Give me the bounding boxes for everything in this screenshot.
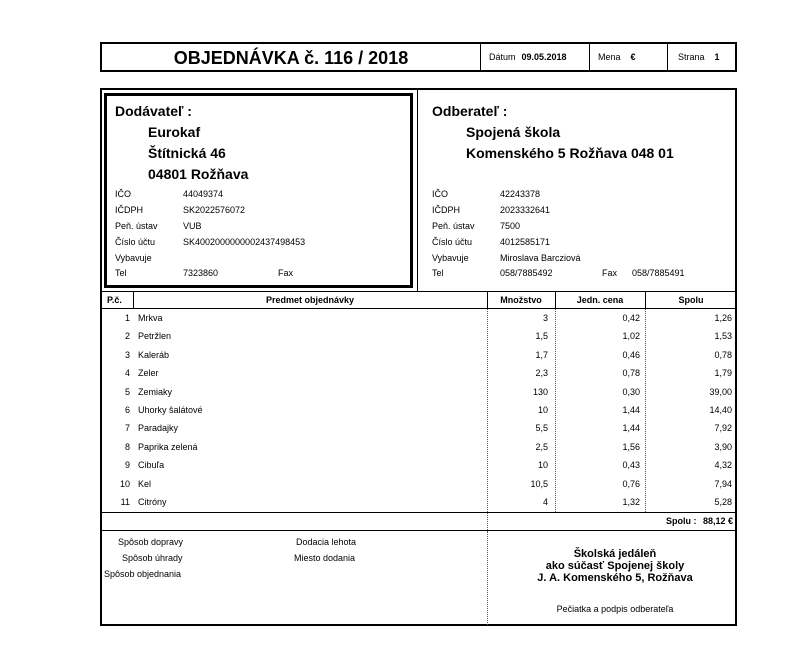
row-item: Kaleráb: [138, 349, 170, 360]
table-row: [100, 476, 737, 494]
row-number: 2: [124, 331, 130, 342]
row-unit-price: 0,76: [622, 478, 640, 489]
table-body: [100, 310, 737, 513]
row-number: 4: [124, 368, 130, 379]
footer-divider: [487, 531, 488, 625]
row-item: Paradajky: [138, 423, 179, 434]
row-quantity: 10: [537, 460, 548, 471]
row-total: 7,92: [714, 423, 732, 434]
row-number: 5: [124, 386, 130, 397]
table-row: [100, 402, 737, 420]
sum-label: Spolu :: [665, 516, 697, 526]
col-header-number: P.č.: [107, 295, 122, 305]
row-quantity: 1,5: [535, 331, 548, 342]
supplier-street: Štítnická 46: [148, 145, 226, 161]
row-quantity: 2,5: [535, 441, 548, 452]
customer-bank: 7500: [500, 221, 521, 231]
table-header-rule: [100, 308, 737, 309]
row-number: 9: [124, 460, 130, 471]
table-row: [100, 384, 737, 402]
sum-value: 88,12 €: [702, 516, 733, 526]
payment-label: Spôsob úhrady: [122, 553, 183, 563]
row-total: 1,26: [714, 313, 732, 323]
customer-address: Komenského 5 Rožňava 048 01: [466, 145, 674, 161]
row-unit-price: 0,30: [622, 386, 640, 397]
row-number: 11: [120, 497, 130, 507]
page-cell: [667, 44, 736, 70]
customer-handler: Miroslava Barcziová: [500, 253, 581, 263]
customer-handler-label: Vybavuje: [432, 253, 469, 263]
delivery-term-label: Dodacia lehota: [296, 537, 357, 547]
supplier-ico: 44049374: [183, 189, 224, 199]
table-row: [100, 328, 737, 346]
supplier-city: 04801 Rožňava: [148, 166, 249, 182]
customer-heading: Odberateľ :: [432, 103, 508, 119]
table-row: [100, 310, 737, 328]
row-total: 5,28: [714, 497, 732, 507]
customer-bank-label: Peň. ústav: [432, 221, 475, 231]
row-total: 0,78: [714, 349, 732, 360]
table-top-rule: [100, 291, 737, 292]
signature-label: Pečiatka a podpis odberateľa: [556, 604, 674, 614]
supplier-bank-label: Peň. ústav: [115, 221, 158, 231]
row-quantity: 2,3: [535, 368, 548, 379]
row-unit-price: 1,44: [622, 423, 640, 434]
row-unit-price: 1,56: [622, 441, 640, 452]
row-quantity: 1,7: [535, 349, 548, 360]
row-number: 7: [124, 423, 130, 434]
row-quantity: 130: [532, 386, 548, 397]
row-total: 39,00: [709, 386, 732, 397]
supplier-tel: 7323860: [183, 268, 219, 278]
supplier-account-label: Číslo účtu: [115, 237, 156, 247]
row-total: 4,32: [714, 460, 732, 471]
customer-tel-label: Tel: [432, 268, 444, 278]
currency-label: Mena: [598, 52, 621, 62]
row-item: Petržlen: [138, 331, 172, 342]
row-number: 3: [124, 349, 130, 360]
row-unit-price: 0,43: [622, 460, 640, 471]
stamp-line-1: Školská jedáleň: [573, 548, 657, 560]
stamp-line-2: ako súčasť Spojenej školy: [545, 560, 685, 572]
row-total: 14,40: [709, 405, 732, 415]
row-unit-price: 0,78: [622, 368, 640, 379]
currency-value: €: [630, 52, 636, 62]
date-cell: [480, 44, 590, 70]
customer-fax-label: Fax: [602, 268, 618, 278]
col-header-unit-price: Jedn. cena: [576, 295, 624, 305]
table-row: [100, 347, 737, 365]
supplier-heading: Dodávateľ :: [115, 103, 192, 119]
supplier-icdph-label: IČDPH: [115, 205, 144, 215]
customer-account-label: Číslo účtu: [432, 237, 473, 247]
row-quantity: 10: [537, 405, 548, 415]
row-item: Citróny: [138, 497, 167, 507]
order-title: OBJEDNÁVKA č. 116 / 2018: [173, 48, 409, 68]
order-sum: [560, 516, 733, 526]
col-header-quantity: Množstvo: [500, 295, 542, 305]
transport-label: Spôsob dopravy: [118, 537, 184, 547]
row-number: 6: [124, 405, 130, 415]
page-value: 1: [714, 52, 720, 62]
sum-sep: [487, 513, 488, 530]
customer-icdph: 2023332641: [500, 205, 551, 215]
col-header-total: Spolu: [678, 295, 704, 305]
supplier-account: SK4002000000002437498453: [183, 237, 306, 247]
table-row: [100, 494, 737, 512]
customer-stamp: [500, 548, 730, 584]
stamp-line-3: J. A. Komenského 5, Rožňava: [537, 572, 693, 584]
row-total: 1,53: [714, 331, 732, 342]
customer-name: Spojená škola: [466, 124, 561, 140]
row-unit-price: 1,32: [622, 497, 640, 507]
delivery-place-label: Miesto dodania: [294, 553, 356, 563]
supplier-bank: VUB: [183, 221, 202, 231]
row-unit-price: 0,46: [622, 349, 640, 360]
customer-tel: 058/7885492: [500, 268, 553, 278]
row-item: Uhorky šalátové: [138, 405, 203, 415]
customer-icdph-label: IČDPH: [432, 205, 461, 215]
row-total: 3,90: [714, 441, 732, 452]
row-total: 1,79: [714, 368, 732, 379]
table-row: [100, 420, 737, 438]
supplier-ico-label: IČO: [115, 189, 132, 199]
date-value: 09.05.2018: [521, 52, 567, 62]
row-unit-price: 1,44: [622, 405, 640, 415]
order-header: [100, 42, 737, 72]
supplier-icdph: SK2022576072: [183, 205, 246, 215]
row-item: Paprika zelená: [138, 441, 198, 452]
customer-account: 4012585171: [500, 237, 551, 247]
table-row: [100, 365, 737, 383]
supplier-name: Eurokaf: [148, 124, 201, 140]
row-number: 10: [119, 478, 130, 489]
supplier-handler-label: Vybavuje: [115, 253, 152, 263]
supplier-tel-label: Tel: [115, 268, 127, 278]
row-quantity: 5,5: [535, 423, 548, 434]
customer-ico-label: IČO: [432, 189, 449, 199]
row-number: 8: [124, 441, 130, 452]
row-item: Cibuľa: [138, 460, 165, 471]
sum-top-rule: [100, 512, 737, 513]
page-label: Strana: [678, 52, 705, 62]
table-row: [100, 439, 737, 457]
row-unit-price: 0,42: [622, 313, 640, 323]
currency-cell: [589, 44, 654, 70]
customer-fax: 058/7885491: [632, 268, 685, 278]
customer-ico: 42243378: [500, 189, 541, 199]
row-number: 1: [124, 313, 130, 323]
row-quantity: 10,5: [530, 478, 548, 489]
date-label: Dátum: [489, 52, 516, 62]
row-item: Mrkva: [138, 313, 163, 323]
supplier-fax-label: Fax: [278, 268, 294, 278]
row-quantity: 3: [542, 313, 548, 323]
row-item: Zeler: [138, 368, 159, 379]
order-method-label: Spôsob objednania: [104, 569, 182, 579]
table-row: [100, 457, 737, 475]
row-unit-price: 1,02: [622, 331, 640, 342]
sum-bottom-rule: [100, 530, 737, 531]
party-divider: [417, 90, 418, 291]
row-total: 7,94: [714, 478, 732, 489]
row-item: Kel: [138, 478, 152, 489]
row-item: Zemiaky: [138, 386, 173, 397]
col-header-item: Predmet objednávky: [265, 295, 355, 305]
row-quantity: 4: [542, 497, 548, 507]
